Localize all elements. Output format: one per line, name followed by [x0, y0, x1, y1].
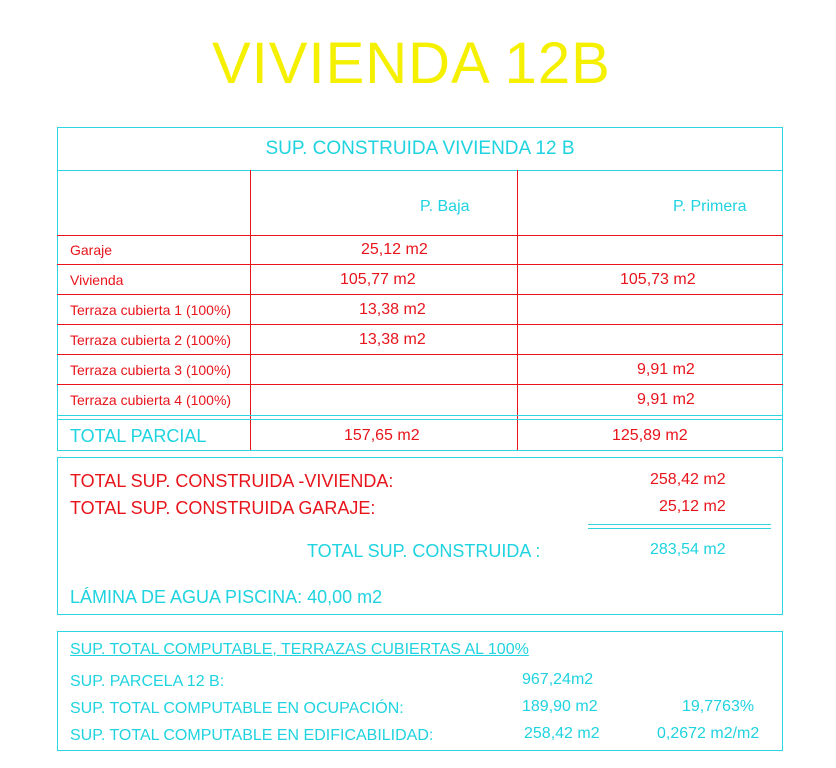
parcela-value: 967,24m2	[522, 671, 594, 688]
row-value-terraza-1-baja: 13,38 m2	[359, 301, 426, 318]
summary-total-label: TOTAL SUP. CONSTRUIDA :	[307, 541, 541, 561]
edificabilidad-ratio: 0,2672 m2/m2	[657, 725, 760, 742]
edificabilidad-value: 258,42 m2	[524, 725, 600, 742]
row-label-garaje: Garaje	[70, 242, 113, 258]
row-value-terraza-4-primera: 9,91 m2	[637, 391, 695, 408]
piscina-text: LÁMINA DE AGUA PISCINA: 40,00 m2	[70, 587, 383, 607]
summary-garaje-label: TOTAL SUP. CONSTRUIDA GARAJE:	[70, 498, 376, 518]
row-label-vivienda: Vivienda	[70, 272, 124, 288]
page-title: VIVIENDA 12B	[212, 31, 611, 96]
computable-heading: SUP. TOTAL COMPUTABLE, TERRAZAS CUBIERTAS AL 100%	[70, 641, 529, 658]
row-value-terraza-3-primera: 9,91 m2	[637, 361, 695, 378]
parcela-label: SUP. PARCELA 12 B:	[70, 673, 225, 690]
summary-total-value: 283,54 m2	[650, 541, 726, 558]
row-label-terraza-4: Terraza cubierta 4 (100%)	[70, 392, 232, 408]
ocupacion-label: SUP. TOTAL COMPUTABLE EN OCUPACIÓN:	[70, 700, 404, 717]
summary-vivienda-label: TOTAL SUP. CONSTRUIDA -VIVIENDA:	[70, 471, 394, 491]
row-label-terraza-1: Terraza cubierta 1 (100%)	[70, 302, 232, 318]
row-value-vivienda-baja: 105,77 m2	[340, 271, 416, 288]
summary-vivienda-value: 258,42 m2	[650, 471, 726, 488]
row-label-terraza-3: Terraza cubierta 3 (100%)	[70, 362, 232, 378]
col-header-primera: P. Primera	[673, 198, 747, 215]
row-label-terraza-2: Terraza cubierta 2 (100%)	[70, 332, 232, 348]
total-parcial-primera: 125,89 m2	[612, 427, 688, 444]
ocupacion-percent: 19,7763%	[682, 698, 755, 715]
col-header-baja: P. Baja	[420, 198, 470, 215]
row-value-vivienda-primera: 105,73 m2	[620, 271, 696, 288]
edificabilidad-label: SUP. TOTAL COMPUTABLE EN EDIFICABILIDAD:	[70, 727, 434, 744]
total-parcial-label: TOTAL PARCIAL	[70, 426, 207, 446]
row-value-garaje-baja: 25,12 m2	[361, 241, 428, 258]
row-value-terraza-2-baja: 13,38 m2	[359, 331, 426, 348]
total-parcial-baja: 157,65 m2	[344, 427, 420, 444]
table-heading: SUP. CONSTRUIDA VIVIENDA 12 B	[265, 138, 575, 159]
summary-garaje-value: 25,12 m2	[659, 498, 726, 515]
ocupacion-value: 189,90 m2	[522, 698, 598, 715]
